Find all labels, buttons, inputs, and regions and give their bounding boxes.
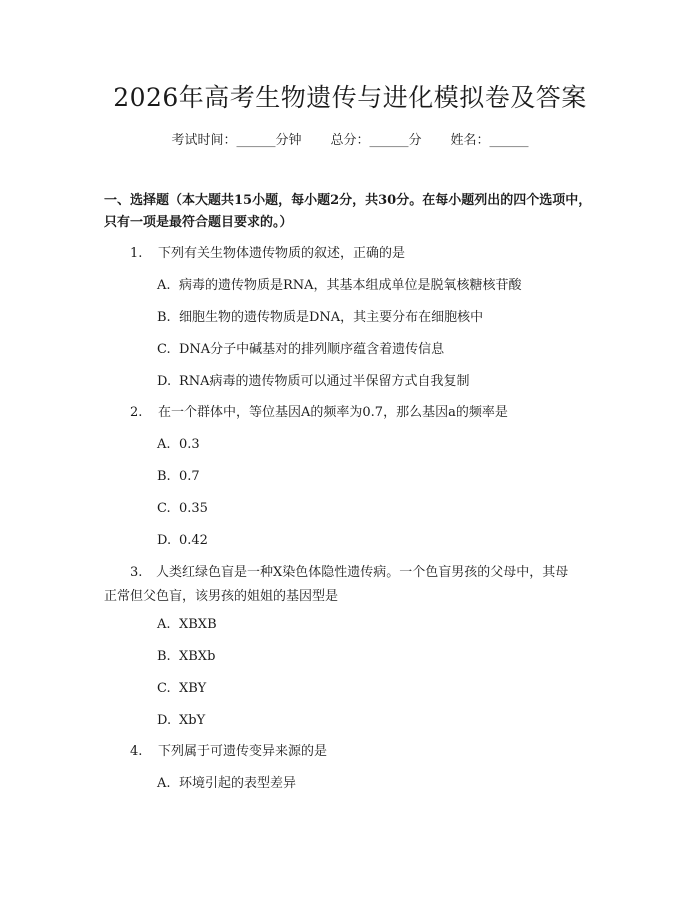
option-text: 0.7 xyxy=(179,469,200,484)
option-3a xyxy=(157,615,217,635)
question-number: 4. xyxy=(130,744,143,759)
option-letter: C. xyxy=(157,501,171,516)
question-number: 3. xyxy=(130,565,143,580)
option-letter: D. xyxy=(157,374,172,389)
option-2d xyxy=(157,531,208,551)
option-text: 0.42 xyxy=(179,533,208,548)
name-field: 姓名：______ xyxy=(450,133,529,148)
section-heading: 一、选择题（本大题共15小题，每小题2分，共30分。在每小题列出的四个选项中，只有一项是最符合题目要求的。） xyxy=(104,193,592,230)
question-1 xyxy=(130,244,405,264)
option-2a xyxy=(157,435,200,455)
question-4 xyxy=(130,742,327,762)
option-4a xyxy=(157,774,296,794)
option-letter: A. xyxy=(157,437,171,452)
option-letter: C. xyxy=(157,681,171,696)
option-letter: B. xyxy=(157,649,171,664)
option-letter: D. xyxy=(157,713,172,728)
question-stem: 在一个群体中，等位基因A的频率为0.7，那么基因a的频率是 xyxy=(158,405,508,420)
option-text: RNA病毒的遗传物质可以通过半保留方式自我复制 xyxy=(179,374,470,389)
question-stem-line-2: 正常但父色盲，该男孩的姐姐的基因型是 xyxy=(104,589,339,604)
option-letter: A. xyxy=(157,617,171,632)
option-3d xyxy=(157,711,205,731)
option-text: XBY xyxy=(179,681,207,696)
option-letter: A. xyxy=(157,776,171,791)
option-text: 0.3 xyxy=(179,437,200,452)
option-text: XbY xyxy=(179,713,206,728)
exam-meta xyxy=(0,132,700,150)
option-text: 0.35 xyxy=(179,501,208,516)
option-2c xyxy=(157,499,208,519)
option-text: 细胞生物的遗传物质是DNA，其主要分布在细胞核中 xyxy=(179,310,484,325)
option-1c xyxy=(157,340,444,360)
option-text: 环境引起的表型差异 xyxy=(179,776,297,791)
option-letter: D. xyxy=(157,533,172,548)
option-3c xyxy=(157,679,206,699)
question-2 xyxy=(130,403,508,423)
option-text: XBXb xyxy=(179,649,216,664)
question-number: 1. xyxy=(130,246,143,261)
time-field: 考试时间：______分钟 xyxy=(171,133,302,148)
option-1b xyxy=(157,308,483,328)
option-letter: A. xyxy=(157,278,171,293)
option-text: 病毒的遗传物质是RNA，其基本组成单位是脱氧核糖核苷酸 xyxy=(179,278,522,293)
question-number: 2. xyxy=(130,405,143,420)
question-stem-line-1: 3. 人类红绿色盲是一种X染色体隐性遗传病。一个色盲男孩的父母中，其母 xyxy=(104,561,600,585)
score-field: 总分：______分 xyxy=(330,133,422,148)
option-1d xyxy=(157,372,470,392)
question-stem: 下列有关生物体遗传物质的叙述，正确的是 xyxy=(158,246,406,261)
option-text: DNA分子中碱基对的排列顺序蕴含着遗传信息 xyxy=(179,342,445,357)
option-text: XBXB xyxy=(179,617,217,632)
option-letter: B. xyxy=(157,310,171,325)
option-letter: B. xyxy=(157,469,171,484)
option-3b xyxy=(157,647,215,667)
option-1a xyxy=(157,276,522,296)
page-title: 2026年高考生物遗传与进化模拟卷及答案 xyxy=(113,83,587,112)
question-stem: 下列属于可遗传变异来源的是 xyxy=(158,744,328,759)
question-3 xyxy=(104,561,600,609)
option-2b xyxy=(157,467,200,487)
option-letter: C. xyxy=(157,342,171,357)
